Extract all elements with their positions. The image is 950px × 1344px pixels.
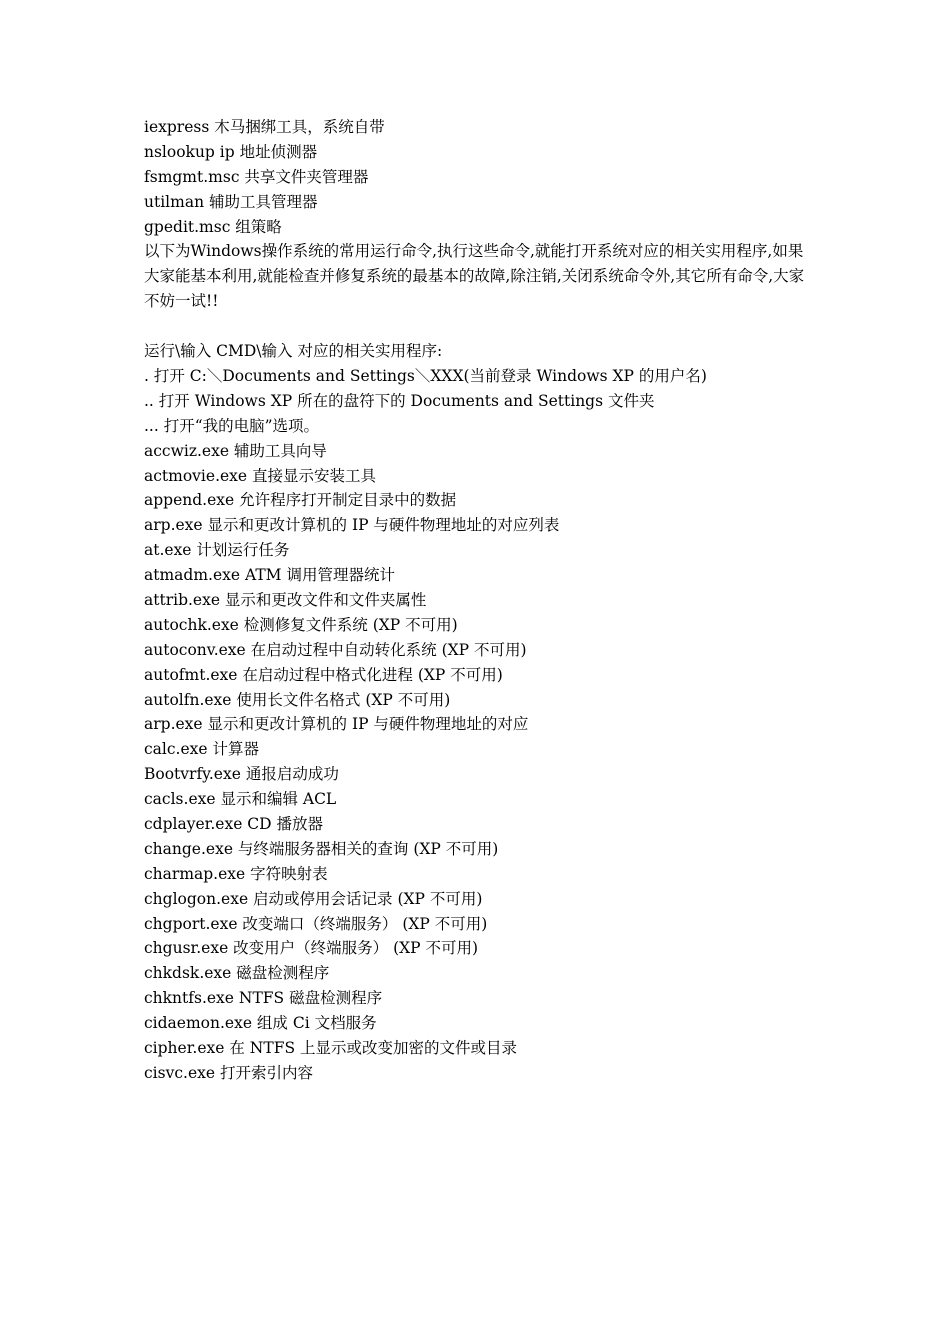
command-line: Bootvrfy.exe 通报启动成功 xyxy=(144,765,339,784)
command-line: change.exe 与终端服务器相关的查询 (XP 不可用) xyxy=(144,839,499,858)
command-line: . 打开 C:＼Documents and Settings＼XXX(当前登录 Windows XP 的用户名) xyxy=(144,366,707,385)
intro-line: gpedit.msc 组策略 xyxy=(144,217,282,236)
command-line: calc.exe 计算器 xyxy=(144,740,260,759)
command-line: .. 打开 Windows XP 所在的盘符下的 Documents and Settings 文件夹 xyxy=(144,391,655,410)
document-body xyxy=(144,115,824,1086)
command-line: cidaemon.exe 组成 Ci 文档服务 xyxy=(144,1014,377,1033)
command-line: atmadm.exe ATM 调用管理器统计 xyxy=(144,566,395,585)
command-line: at.exe 计划运行任务 xyxy=(144,541,290,560)
command-line: append.exe 允许程序打开制定目录中的数据 xyxy=(144,491,457,510)
command-line: autochk.exe 检测修复文件系统 (XP 不可用) xyxy=(144,615,458,634)
intro-line: utilman 辅助工具管理器 xyxy=(144,192,318,211)
command-line: chgport.exe 改变端口（终端服务） (XP 不可用) xyxy=(144,914,488,933)
command-line: cdplayer.exe CD 播放器 xyxy=(144,814,324,833)
command-line: attrib.exe 显示和更改文件和文件夹属性 xyxy=(144,590,427,609)
intro-line: iexpress 木马捆绑工具，系统自带 xyxy=(144,118,385,136)
command-line: autoconv.exe 在启动过程中自动转化系统 (XP 不可用) xyxy=(144,640,527,659)
command-line: cacls.exe 显示和编辑 ACL xyxy=(144,790,337,809)
command-line: chkdsk.exe 磁盘检测程序 xyxy=(144,964,330,983)
command-line: autolfn.exe 使用长文件名格式 (XP 不可用) xyxy=(144,690,451,709)
command-line: ... 打开“我的电脑”选项。 xyxy=(144,416,320,435)
command-line: cisvc.exe 打开索引内容 xyxy=(144,1063,313,1082)
command-list-header: 运行\输入 CMD\输入 对应的相关实用程序: xyxy=(144,342,443,361)
command-line: chgusr.exe 改变用户（终端服务） (XP 不可用) xyxy=(144,939,479,958)
intro-line: fsmgmt.msc 共享文件夹管理器 xyxy=(144,167,369,186)
command-line: cipher.exe 在 NTFS 上显示或改变加密的文件或目录 xyxy=(144,1039,517,1057)
intro-line: nslookup ip 地址侦测器 xyxy=(144,142,318,161)
command-line: actmovie.exe 直接显示安装工具 xyxy=(144,466,377,485)
description-paragraph: 以下为Windows操作系统的常用运行命令,执行这些命令,就能打开系统对应的相关实用程序,如果大家能基本利用,就能检查并修复系统的最基本的故障,除注销,关闭系统命令外,其它所有命令,大家不妨一试!! xyxy=(144,242,805,311)
command-line: arp.exe 显示和更改计算机的 IP 与硬件物理地址的对应 xyxy=(144,715,529,734)
command-line: arp.exe 显示和更改计算机的 IP 与硬件物理地址的对应列表 xyxy=(144,516,560,535)
command-line: chkntfs.exe NTFS 磁盘检测程序 xyxy=(144,989,383,1008)
command-line: charmap.exe 字符映射表 xyxy=(144,864,328,883)
command-list xyxy=(144,339,824,1086)
command-line: accwiz.exe 辅助工具向导 xyxy=(144,441,327,460)
command-line: autofmt.exe 在启动过程中格式化进程 (XP 不可用) xyxy=(144,665,503,684)
command-line: chglogon.exe 启动或停用会话记录 (XP 不可用) xyxy=(144,889,483,908)
